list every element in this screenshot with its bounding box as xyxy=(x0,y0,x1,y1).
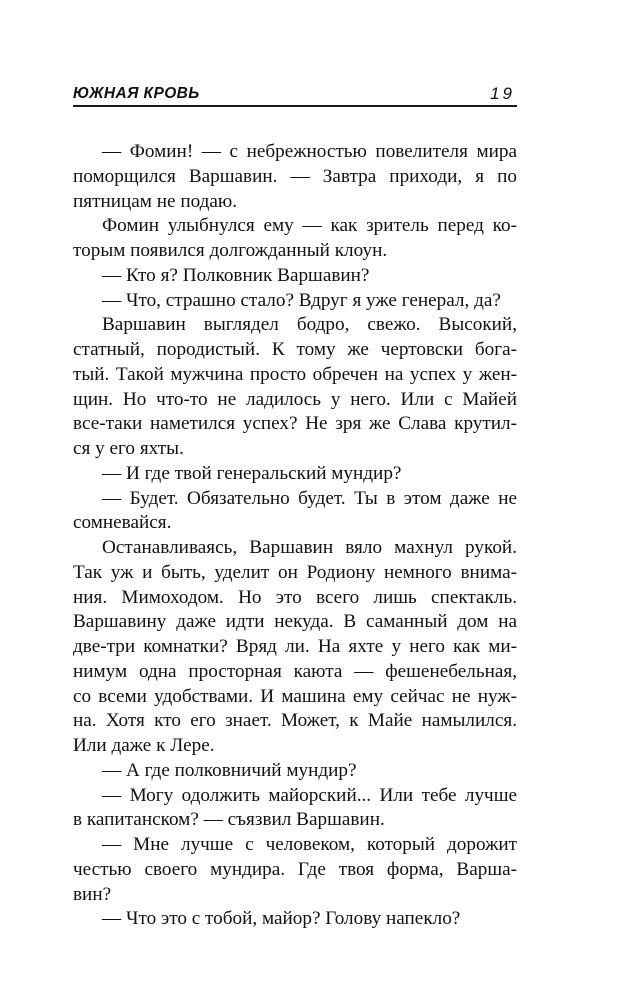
text-line: сомневайся. xyxy=(73,512,172,534)
text-line: все-таки наметился успех? Не зря же Слава крутил- xyxy=(73,413,517,435)
text-line: Останавливаясь, Варшавин вяло махнул рукой. xyxy=(102,537,517,558)
text-line: ния. Мимоходом. Но это всего лишь спектакль. xyxy=(73,586,517,608)
page-number: 19 xyxy=(490,84,515,103)
text-line: — А где полковничий мундир? xyxy=(102,759,357,781)
text-line: — И где твой генеральский мундир? xyxy=(102,462,402,484)
text-line: пятницам не подаю. xyxy=(73,190,238,212)
text-line: статный, породистый. К тому же чертовски бога- xyxy=(73,339,517,360)
text-line: честью своего мундира. Где твоя форма, Варша- xyxy=(73,858,517,880)
text-line: вин? xyxy=(73,883,112,905)
text-line: ся у его яхты. xyxy=(73,438,184,459)
header-rule xyxy=(73,105,517,107)
text-line: на. Хотя кто его знает. Может, к Майе намылился. xyxy=(73,710,517,732)
running-header xyxy=(73,81,517,107)
text-line: — Могу одолжить майорский... Или тебе лучше xyxy=(102,784,517,806)
text-line: Или даже к Лере. xyxy=(73,735,215,756)
text-line: Варшавину даже идти некуда. В саманный дом на xyxy=(73,611,517,633)
text-line: щин. Но что-то не ладилось у него. Или с Майей xyxy=(73,388,517,410)
body-text xyxy=(73,140,517,932)
text-line: торым появился долгожданный клоун. xyxy=(73,240,388,261)
text-line: две-три комнатки? Вряд ли. На яхте у него как ми- xyxy=(73,636,517,657)
text-line: — Фомин! — с небрежностью повелителя мира xyxy=(102,141,517,162)
text-line: поморщился Варшавин. — Завтра приходи, я по xyxy=(73,165,517,187)
text-line: Фомин улыбнулся ему — как зритель перед ко- xyxy=(102,215,517,237)
text-line: Варшавин выглядел бодро, свежо. Высокий, xyxy=(102,314,517,336)
text-line: тый. Такой мужчина просто обречен на успех у жен- xyxy=(73,363,517,385)
text-line: со всеми удобствами. И машина ему сейчас не нуж- xyxy=(73,685,517,707)
text-line: — Что это с тобой, майор? Голову напекло? xyxy=(102,908,461,930)
text-line: — Будет. Обязательно будет. Ты в этом даже не xyxy=(102,487,517,509)
text-line: — Что, страшно стало? Вдруг я уже генерал, да? xyxy=(102,289,501,311)
text-line: в капитанском? — съязвил Варшавин. xyxy=(73,809,385,831)
book-title: ЮЖНАЯ КРОВЬ xyxy=(73,85,200,102)
text-line: Так уж и быть, уделит он Родиону немного внима- xyxy=(73,561,517,583)
text-line: — Кто я? Полковник Варшавин? xyxy=(102,264,370,286)
text-line: нимум одна просторная каюта — фешенебельная, xyxy=(73,660,517,682)
text-line: — Мне лучше с человеком, который дорожит xyxy=(102,834,517,855)
